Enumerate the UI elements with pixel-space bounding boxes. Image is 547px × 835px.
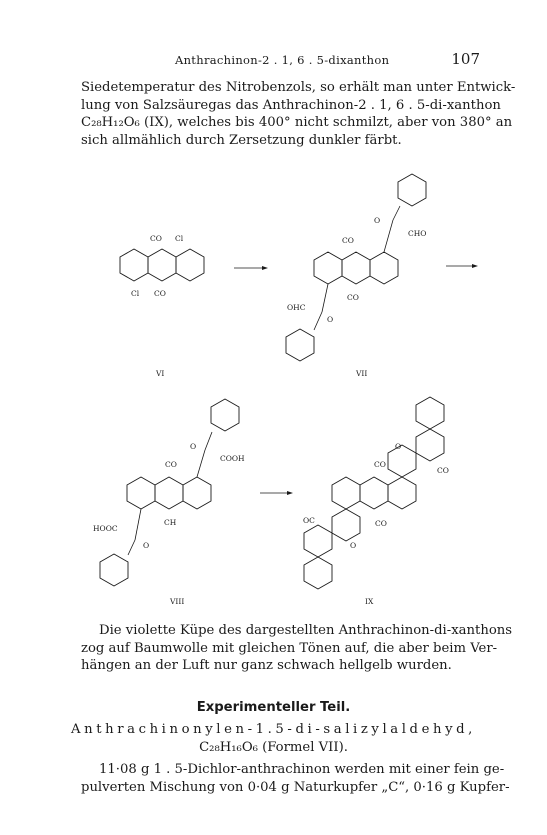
o-label: O [395, 442, 402, 451]
reaction-arrow-head [472, 264, 478, 268]
subsection-title: Anthrachinonylen-1.5-di-salizylaldehyd, [71, 722, 476, 737]
structure-vi [120, 234, 204, 378]
text-line: pulverten Mischung von 0·04 g Naturkupfer „C“, 0·16 g Kupfer- [81, 779, 510, 795]
o-label: O [190, 442, 197, 451]
reaction-arrow-head [287, 491, 293, 495]
cl-label: Cl [175, 234, 184, 243]
cho-label: CHO [408, 229, 427, 238]
o-label: O [143, 541, 150, 550]
co-label: CO [437, 466, 449, 475]
caption-ix: IX [365, 597, 374, 606]
ch-label: CH [164, 518, 177, 527]
co-label: CO [347, 293, 359, 302]
cooh-label: COOH [220, 454, 245, 463]
text-line: 11·08 g 1 . 5-Dichlor-anthrachinon werden mit einer fein ge- [99, 762, 505, 777]
running-title: Anthrachinon-2 . 1, 6 . 5-dixanthon [175, 53, 390, 67]
text-line: zog auf Baumwolle mit gleichen Tönen auf, die aber beim Ver- [81, 640, 498, 656]
section-heading: Experimenteller Teil. [196, 700, 351, 715]
cl-label: Cl [131, 289, 140, 298]
structure-viii [93, 399, 245, 606]
reaction-arrow-head [262, 266, 268, 270]
oc-label: OC [303, 516, 315, 525]
co-label: CO [150, 234, 162, 243]
structure-ix [303, 397, 449, 606]
co-label: CO [154, 289, 166, 298]
text-line: C₂₈H₁₂O₆ (IX), welches bis 400° nicht schmilzt, aber von 380° an [81, 115, 513, 130]
co-label: CO [375, 519, 387, 528]
text-line: lung von Salzsäuregas das Anthrachinon-2 . 1, 6 . 5-di-xanthon [81, 97, 501, 113]
hooc-label: HOOC [93, 524, 118, 533]
o-label: O [327, 315, 334, 324]
text-line: Siedetemperatur des Nitrobenzols, so erhält man unter Entwick- [81, 80, 516, 95]
co-label: CO [374, 460, 386, 469]
structure-vii [286, 174, 426, 378]
text-line: hängen an der Luft nur ganz schwach hellgelb wurden. [81, 658, 452, 673]
text-line: sich allmählich durch Zersetzung dunkler färbt. [81, 132, 402, 148]
text-line: Die violette Küpe des dargestellten Anthrachinon-di-xanthons [99, 623, 513, 638]
procedure-paragraph [81, 761, 510, 796]
subsection-formula: C₂₈H₁₆O₆ (Formel VII). [199, 740, 348, 755]
page-number: 107 [451, 50, 480, 68]
body-paragraph [81, 622, 513, 675]
o-label: O [374, 216, 381, 225]
caption-vii: VII [356, 369, 368, 378]
co-label: CO [165, 460, 177, 469]
co-label: CO [342, 236, 354, 245]
ohc-label: OHC [287, 303, 306, 312]
caption-viii: VIII [170, 597, 185, 606]
o-label: O [350, 541, 357, 550]
caption-vi: VI [156, 369, 165, 378]
